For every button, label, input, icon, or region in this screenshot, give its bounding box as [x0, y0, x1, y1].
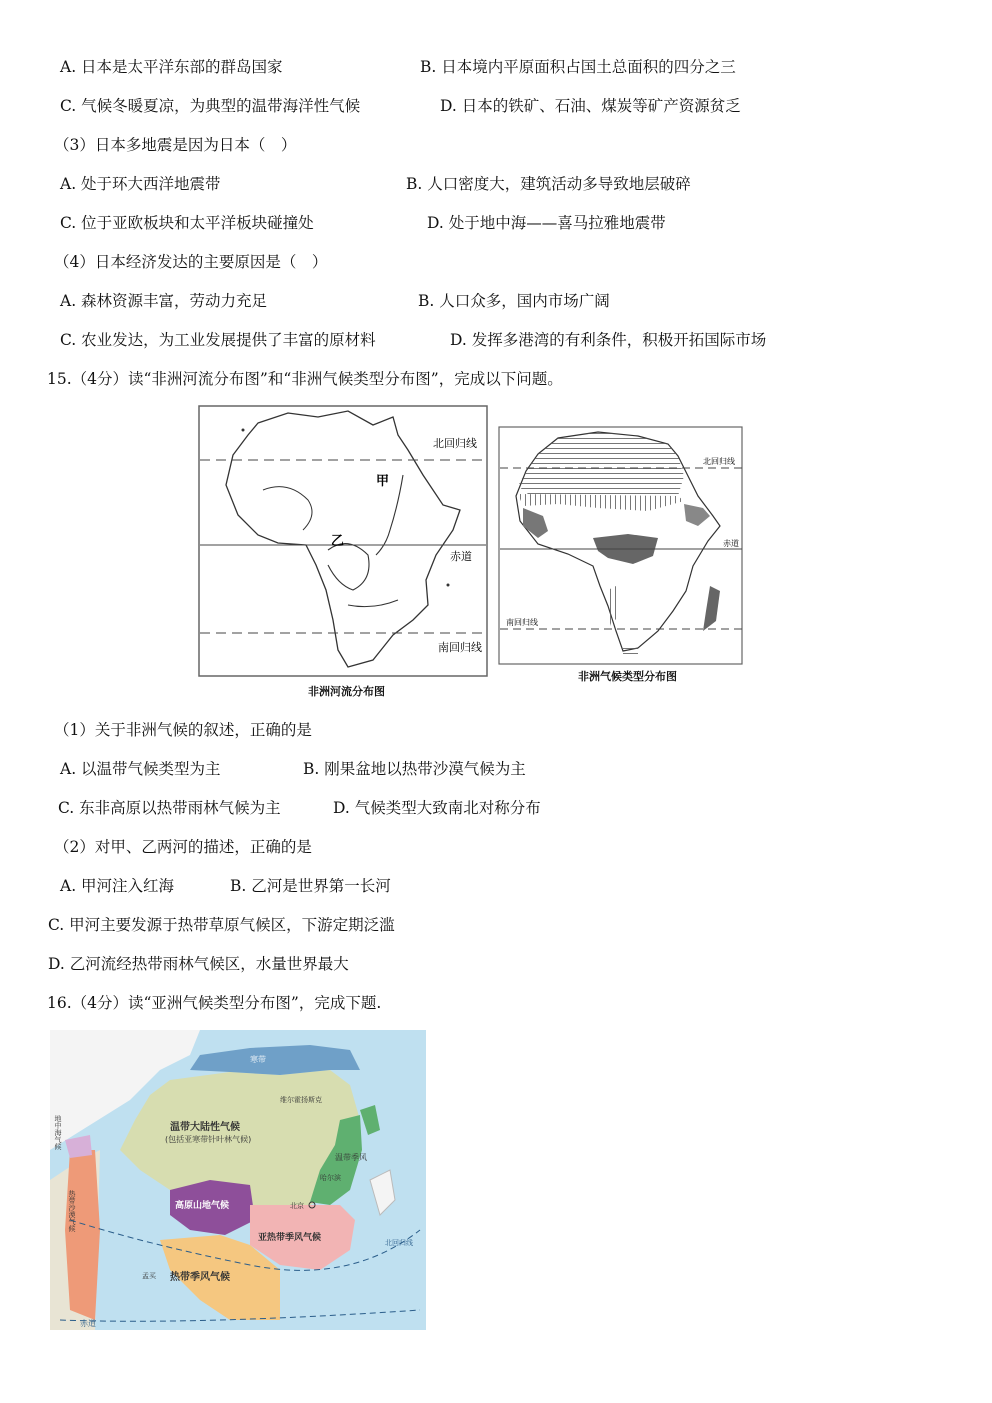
q14-sub3-option-a: A. 处于环大西洋地震带 [60, 175, 221, 193]
q14-option-c: C. 气候冬暖夏凉，为典型的温带海洋性气候 [60, 97, 361, 115]
asia-label-city-sw: 孟买 [142, 1272, 156, 1280]
map1-label-equator: 赤道 [450, 550, 472, 563]
asia-label-temp-monsoon: 温带季风 [335, 1153, 367, 1162]
q14-option-d: D. 日本的铁矿、石油、煤炭等矿产资源贫乏 [440, 97, 741, 115]
q15-sub1-option-a: A. 以温带气候类型为主 [60, 760, 221, 778]
q14-sub3-option-c: C. 位于亚欧板块和太平洋板块碰撞处 [60, 214, 314, 232]
map1-label-yi: 乙 [331, 534, 345, 549]
asia-label-subtropical: 亚热带季风气候 [258, 1233, 322, 1243]
map2-label-equator: 赤道 [723, 539, 739, 548]
asia-label-mediterranean: 地中海气候 [54, 1115, 62, 1150]
q15-sub1-option-c: C. 东非高原以热带雨林气候为主 [58, 799, 281, 817]
q15-sub2-option-c: C. 甲河主要发源于热带草原气候区，下游定期泛滥 [48, 916, 395, 934]
africa-river-map [198, 405, 490, 679]
q14-sub4-option-c: C. 农业发达，为工业发展提供了丰富的原材料 [60, 331, 376, 349]
asia-climate-map [50, 1030, 426, 1330]
q14-sub4-option-a: A. 森林资源丰富，劳动力充足 [60, 292, 268, 310]
map1-label-jia: 甲 [376, 474, 390, 489]
q14-sub3-option-d: D. 处于地中海——喜马拉雅地震带 [427, 214, 666, 232]
asia-label-temperate: 温带大陆性气候 [170, 1122, 240, 1133]
asia-label-harbin: 哈尔滨 [320, 1174, 341, 1182]
q16-header: 16.（4分）读“亚洲气候类型分布图”，完成下题. [47, 994, 382, 1012]
q15-header: 15.（4分）读“非洲河流分布图”和“非洲气候类型分布图”，完成以下问题。 [47, 370, 563, 388]
asia-label-equator: 赤道 [80, 1319, 96, 1328]
q15-sub1-option-d: D. 气候类型大致南北对称分布 [333, 799, 541, 817]
map2-label-north-tropic: 北回归线 [703, 457, 735, 466]
asia-label-desert: 热带沙漠气候 [68, 1190, 76, 1232]
map1-label-north-tropic: 北回归线 [433, 437, 477, 450]
q14-sub3-question: （3）日本多地震是因为日本（ ） [54, 136, 297, 154]
q15-sub2-option-b: B. 乙河是世界第一长河 [230, 877, 391, 895]
africa-climate-map-caption: 非洲气候类型分布图 [578, 670, 677, 683]
q15-sub2-option-a: A. 甲河注入红海 [60, 877, 175, 895]
asia-label-verkhoyansk: 维尔霍扬斯克 [280, 1096, 322, 1104]
q15-sub1-question: （1）关于非洲气候的叙述，正确的是 [54, 721, 312, 739]
map2-label-south-tropic: 南回归线 [506, 618, 538, 627]
asia-label-tundra: 寒带 [250, 1055, 266, 1064]
q14-option-b: B. 日本境内平原面积占国土总面积的四分之三 [420, 58, 736, 76]
q15-sub2-question: （2）对甲、乙两河的描述，正确的是 [54, 838, 312, 856]
africa-climate-map [498, 426, 744, 666]
q14-sub3-option-b: B. 人口密度大，建筑活动多导致地层破碎 [406, 175, 691, 193]
asia-label-highland: 高原山地气候 [175, 1201, 230, 1211]
q14-sub4-option-d: D. 发挥多港湾的有利条件，积极开拓国际市场 [450, 331, 767, 349]
asia-label-tropic: 北回归线 [385, 1239, 413, 1247]
africa-river-map-caption: 非洲河流分布图 [308, 685, 385, 698]
q15-sub2-option-d: D. 乙河流经热带雨林气候区，水量世界最大 [48, 955, 349, 973]
q14-option-a: A. 日本是太平洋东部的群岛国家 [60, 58, 283, 76]
q14-sub4-question: （4）日本经济发达的主要原因是（ ） [54, 253, 328, 271]
map1-label-south-tropic: 南回归线 [438, 641, 482, 654]
asia-label-subarctic: (包括亚寒带针叶林气候) [165, 1135, 252, 1144]
q15-sub1-option-b: B. 刚果盆地以热带沙漠气候为主 [303, 760, 526, 778]
asia-label-beijing: 北京 [290, 1202, 304, 1210]
asia-label-tropical: 热带季风气候 [170, 1272, 230, 1283]
q14-sub4-option-b: B. 人口众多，国内市场广阔 [418, 292, 610, 310]
